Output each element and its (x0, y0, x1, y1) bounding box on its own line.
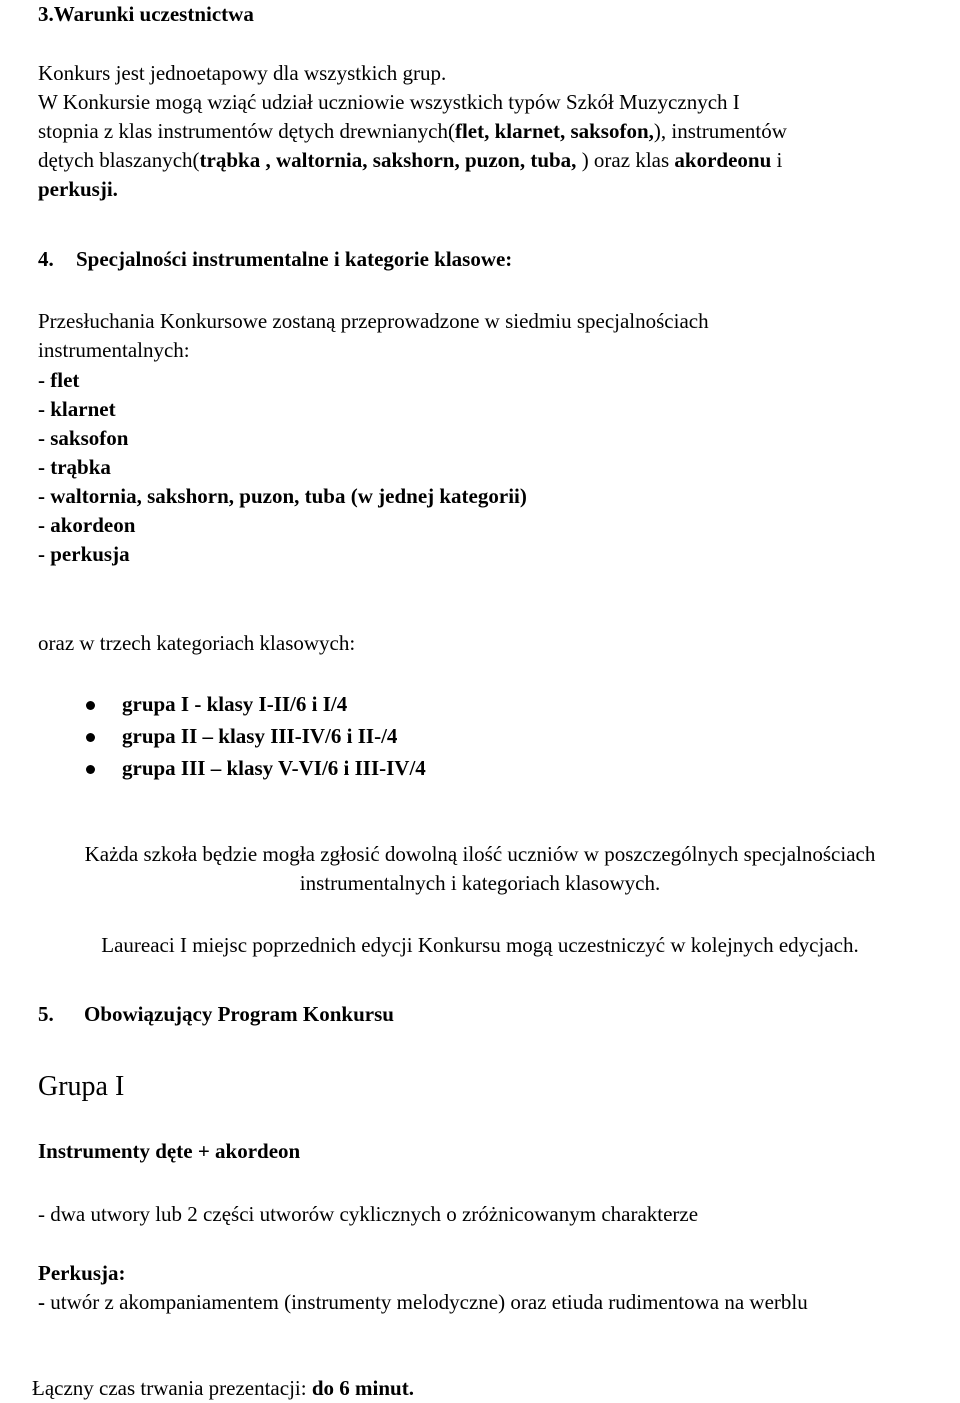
specialty-item: - saksofon (38, 426, 129, 450)
section-3-heading: 3.Warunki uczestnictwa (38, 2, 254, 26)
total-duration-value: do 6 minut. (311, 1376, 414, 1400)
categories-intro: oraz w trzech kategoriach klasowych: (38, 631, 356, 655)
percussion-heading: Perkusja: (38, 1261, 126, 1285)
section-4-intro-line-2: instrumentalnych: (38, 338, 190, 362)
instruments-requirement: - dwa utwory lub 2 części utworów cyklicznych o zróżnicowanym charakterze (38, 1202, 699, 1226)
text-fragment: stopnia z klas instrumentów dętych drewnianych( (38, 119, 455, 143)
section-3-intro: Konkurs jest jednoetapowy dla wszystkich grup. (38, 61, 447, 85)
group-heading: Grupa I (38, 1071, 125, 1102)
section-3-line-2 (38, 117, 787, 146)
bullet-icon (86, 765, 95, 774)
section-5-heading: Obowiązujący Program Konkursu (84, 1002, 394, 1026)
total-duration-label: Łączny czas trwania prezentacji: (32, 1376, 312, 1400)
instruments-heading: Instrumenty dęte + akordeon (38, 1139, 301, 1163)
section-3-line-3 (38, 146, 782, 175)
text-fragment: utwór z akompaniamentem (instrumenty melodyczne) oraz etiuda rudimentowa na werblu (45, 1290, 808, 1314)
percussion-requirement (38, 1288, 960, 1317)
specialty-item: - perkusja (38, 542, 130, 566)
bullet-icon (86, 733, 95, 742)
section-3-line-1: W Konkursie mogą wziąć udział uczniowie wszystkich typów Szkół Muzycznych I (38, 90, 740, 114)
section-4-heading: Specjalności instrumentalne i kategorie klasowe: (76, 247, 513, 271)
note-line-2: instrumentalnych i kategoriach klasowych. (299, 871, 661, 895)
total-duration (32, 1374, 414, 1403)
text-fragment: dętych blaszanych( (38, 148, 200, 172)
laureates-note: Laureaci I miejsc poprzednich edycji Konkursu mogą uczestniczyć w kolejnych edycjach. (101, 933, 859, 957)
section-4-intro-line-1: Przesłuchania Konkursowe zostaną przeprowadzone w siedmiu specjalnościach (38, 309, 709, 333)
brass-list: trąbka , waltornia, sakshorn, puzon, tuba, (199, 148, 582, 172)
section-4-number: 4. (38, 247, 54, 271)
dash: - (38, 1290, 45, 1314)
section-5-number: 5. (38, 1002, 54, 1026)
bullet-icon (86, 701, 95, 710)
note-line-1: Każda szkoła będzie mogła zgłosić dowolną ilość uczniów w poszczególnych specjalnościach (84, 842, 876, 866)
category-item: grupa III – klasy V-VI/6 i III-IV/4 (122, 756, 426, 780)
category-item: grupa I - klasy I-II/6 i I/4 (122, 692, 348, 716)
specialty-item: - trąbka (38, 455, 111, 479)
text-fragment: i (771, 148, 783, 172)
specialty-item: - klarnet (38, 397, 116, 421)
woodwind-list: flet, klarnet, saksofon, (454, 119, 654, 143)
text-fragment: ), instrumentów (653, 119, 787, 143)
text-fragment: ) oraz klas (581, 148, 675, 172)
percussion-word: perkusji. (38, 177, 118, 201)
category-item: grupa II – klasy III-IV/6 i II-/4 (122, 724, 398, 748)
specialty-item: - akordeon (38, 513, 136, 537)
specialty-item: - flet (38, 368, 80, 392)
specialty-item: - waltornia, sakshorn, puzon, tuba (w jednej kategorii) (38, 484, 527, 508)
accordion-word: akordeonu (674, 148, 772, 172)
